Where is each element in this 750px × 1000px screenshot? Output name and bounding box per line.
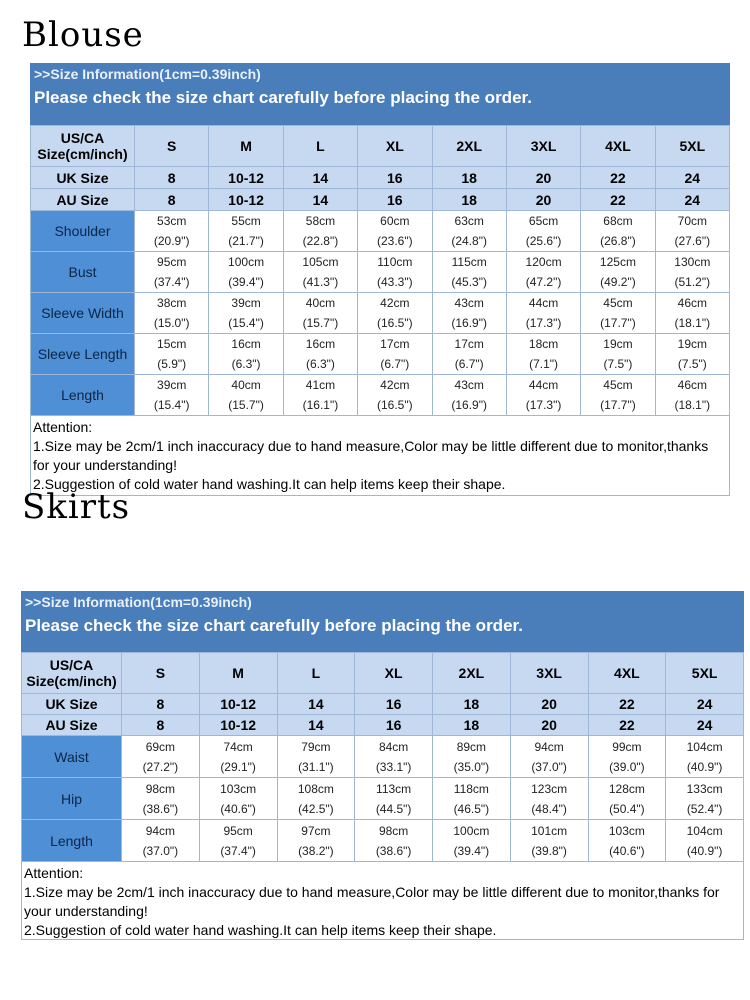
skirts-length-cell (510, 820, 588, 862)
inch-value: (7.5") (677, 357, 707, 371)
inch-value: (15.7") (302, 316, 339, 330)
inch-value: (15.4") (228, 316, 264, 330)
skirts-size-chart (21, 591, 744, 940)
skirts-length-label: Length (22, 820, 122, 862)
cm-value: 113cm (376, 781, 412, 796)
skirts-hip-row (22, 778, 744, 820)
cm-value: 44cm (528, 378, 559, 392)
skirts-uk-cell: 24 (666, 694, 744, 715)
skirts-uk-cell: 18 (433, 694, 511, 715)
blouse-sleeve-length-row (31, 334, 730, 375)
blouse-sleeve-width-cell (581, 293, 655, 334)
inch-value: (48.4") (531, 801, 567, 816)
inch-value: (37.4") (153, 275, 190, 289)
blouse-shoulder-cell (358, 211, 432, 252)
blouse-size-2xl: 2XL (432, 126, 506, 167)
cm-value: 19cm (677, 337, 707, 351)
skirts-length-row (22, 820, 744, 862)
blouse-bust-cell (358, 252, 432, 293)
skirts-uk-row (22, 694, 744, 715)
blouse-au-cell: 24 (655, 189, 729, 211)
skirts-au-row (22, 715, 744, 736)
inch-value: (45.3") (451, 275, 487, 289)
inch-value: (6.3") (231, 357, 261, 371)
blouse-sleeve-length-cell (135, 334, 209, 375)
blouse-length-cell (283, 375, 357, 416)
blouse-sleeve-width-cell (506, 293, 580, 334)
skirts-au-cell: 8 (122, 715, 200, 736)
cm-value: 16cm (305, 337, 336, 351)
cm-value: 94cm (145, 823, 176, 838)
blouse-bust-row (31, 252, 730, 293)
inch-value: (37.0") (531, 759, 567, 774)
inch-value: (39.4") (228, 275, 264, 289)
skirts-waist-cell (510, 736, 588, 778)
skirts-size-4xl: 4XL (588, 653, 666, 694)
cm-value: 38cm (157, 296, 187, 310)
inch-value: (38.6") (142, 801, 179, 816)
blouse-sleeve-length-cell (581, 334, 655, 375)
blouse-shoulder-cell (283, 211, 357, 252)
blouse-size-4xl: 4XL (581, 126, 655, 167)
blouse-length-cell (358, 375, 432, 416)
cm-value: 103cm (220, 781, 257, 796)
skirts-uk-cell: 20 (510, 694, 588, 715)
skirts-au-cell: 20 (510, 715, 588, 736)
blouse-uk-cell: 18 (432, 167, 506, 189)
inch-value: (16.5") (377, 398, 413, 412)
blouse-length-cell (506, 375, 580, 416)
cm-value: 99cm (612, 739, 642, 754)
skirts-length-cell (199, 820, 277, 862)
cm-value: 95cm (157, 255, 187, 269)
cm-value: 16cm (231, 337, 261, 351)
cm-value: 60cm (380, 214, 410, 228)
inch-value: (18.1") (674, 398, 711, 412)
cm-value: 74cm (223, 739, 253, 754)
skirts-au-cell: 14 (277, 715, 355, 736)
blouse-size-5xl: 5XL (655, 126, 729, 167)
skirts-au-cell: 24 (666, 715, 744, 736)
blouse-size-s: S (135, 126, 209, 167)
blouse-au-cell: 20 (506, 189, 580, 211)
skirts-au-cell: 16 (355, 715, 433, 736)
inch-value: (29.1") (220, 759, 256, 774)
cm-value: 104cm (686, 823, 723, 838)
inch-value: (52.4") (686, 801, 723, 816)
inch-value: (15.0") (153, 316, 190, 330)
cm-value: 118cm (453, 781, 489, 796)
skirts-uk-cell: 22 (588, 694, 666, 715)
inch-value: (33.1") (375, 759, 412, 774)
inch-value: (17.3") (525, 398, 562, 412)
cm-value: 46cm (677, 378, 707, 392)
skirts-hip-cell (355, 778, 433, 820)
cm-value: 105cm (302, 255, 339, 269)
skirts-waist-cell (666, 736, 744, 778)
inch-value: (40.9") (686, 759, 723, 774)
blouse-au-cell: 14 (283, 189, 357, 211)
cm-value: 15cm (157, 337, 187, 351)
skirts-size-5xl: 5XL (666, 653, 744, 694)
inch-value: (6.3") (305, 357, 335, 371)
skirts-size-xl: XL (355, 653, 433, 694)
cm-value: 42cm (380, 296, 410, 310)
blouse-shoulder-cell (506, 211, 580, 252)
blouse-size-info: >>Size Information(1cm=0.39inch) (34, 66, 261, 82)
blouse-length-label: Length (31, 375, 135, 416)
skirts-hip-cell (199, 778, 277, 820)
cm-value: 40cm (305, 296, 336, 310)
skirts-size-info: >>Size Information(1cm=0.39inch) (25, 594, 252, 610)
blouse-sleeve-width-cell (283, 293, 357, 334)
inch-value: (15.4") (153, 398, 190, 412)
blouse-uk-label: UK Size (31, 167, 135, 189)
cm-value: 104cm (686, 739, 723, 754)
blouse-length-cell (135, 375, 209, 416)
blouse-length-cell (432, 375, 506, 416)
blouse-size-m: M (209, 126, 283, 167)
blouse-au-label: AU Size (31, 189, 135, 211)
blouse-title: Blouse (22, 15, 144, 55)
skirts-uk-cell: 14 (277, 694, 355, 715)
cm-value: 97cm (301, 823, 331, 838)
inch-value: (21.7") (228, 234, 264, 248)
blouse-attention-note-2: 2.Suggestion of cold water hand washing.It can help items keep their shape. (33, 476, 506, 492)
skirts-size-2xl: 2XL (433, 653, 511, 694)
skirts-attention-note-1: 1.Size may be 2cm/1 inch inaccuracy due to hand measure,Color may be little different due to monitor,thanks for your understanding! (24, 884, 720, 919)
blouse-sleeve-length-cell (506, 334, 580, 375)
blouse-length-cell (209, 375, 283, 416)
cm-value: 120cm (525, 255, 562, 269)
inch-value: (6.7") (380, 357, 410, 371)
blouse-bust-cell (135, 252, 209, 293)
blouse-au-cell: 10-12 (209, 189, 283, 211)
inch-value: (27.6") (674, 234, 711, 248)
cm-value: 55cm (231, 214, 261, 228)
inch-value: (16.1") (302, 398, 339, 412)
skirts-length-cell (122, 820, 200, 862)
inch-value: (39.8") (531, 843, 567, 858)
blouse-length-cell (655, 375, 729, 416)
skirts-waist-cell (277, 736, 355, 778)
blouse-uk-cell: 8 (135, 167, 209, 189)
blouse-attention-title: Attention: (33, 419, 93, 435)
blouse-check-notice: Please check the size chart carefully before placing the order. (34, 88, 532, 107)
blouse-au-cell: 22 (581, 189, 655, 211)
inch-value: (46.5") (453, 801, 490, 816)
inch-value: (38.6") (375, 843, 412, 858)
inch-value: (17.7") (600, 398, 636, 412)
blouse-length-row (31, 375, 730, 416)
blouse-size-chart (30, 63, 730, 496)
inch-value: (50.4") (609, 801, 645, 816)
blouse-shoulder-label: Shoulder (31, 211, 135, 252)
blouse-au-cell: 18 (432, 189, 506, 211)
blouse-shoulder-cell (432, 211, 506, 252)
inch-value: (47.2") (525, 275, 562, 289)
blouse-sleeve-width-cell (655, 293, 729, 334)
skirts-hip-cell (510, 778, 588, 820)
cm-value: 79cm (301, 739, 331, 754)
cm-value: 43cm (454, 378, 484, 392)
blouse-uk-cell: 14 (283, 167, 357, 189)
skirts-header-label: US/CA Size(cm/inch) (22, 653, 122, 694)
blouse-attention (30, 416, 730, 496)
inch-value: (15.7") (228, 398, 264, 412)
cm-value: 94cm (534, 739, 564, 754)
cm-value: 46cm (677, 296, 707, 310)
cm-value: 18cm (528, 337, 559, 351)
blouse-uk-row (31, 167, 730, 189)
inch-value: (42.5") (298, 801, 334, 816)
cm-value: 40cm (231, 378, 261, 392)
inch-value: (18.1") (674, 316, 711, 330)
blouse-bust-cell (432, 252, 506, 293)
inch-value: (26.8") (600, 234, 636, 248)
cm-value: 39cm (157, 378, 187, 392)
cm-value: 45cm (603, 378, 633, 392)
inch-value: (41.3") (302, 275, 339, 289)
cm-value: 53cm (157, 214, 187, 228)
skirts-uk-label: UK Size (22, 694, 122, 715)
blouse-sleeve-length-label: Sleeve Length (31, 334, 135, 375)
skirts-au-label: AU Size (22, 715, 122, 736)
skirts-size-l: L (277, 653, 355, 694)
skirts-table (21, 652, 744, 862)
cm-value: 103cm (608, 823, 645, 838)
blouse-uk-cell: 24 (655, 167, 729, 189)
blouse-banner (30, 63, 730, 125)
skirts-uk-cell: 10-12 (199, 694, 277, 715)
inch-value: (39.4") (453, 843, 490, 858)
blouse-sleeve-length-cell (432, 334, 506, 375)
blouse-attention-note-1: 1.Size may be 2cm/1 inch inaccuracy due to hand measure,Color may be little different due to monitor,thanks for your understanding! (33, 438, 709, 473)
skirts-check-notice: Please check the size chart carefully before placing the order. (25, 616, 523, 635)
skirts-au-cell: 22 (588, 715, 666, 736)
inch-value: (43.3") (377, 275, 413, 289)
skirts-hip-cell (588, 778, 666, 820)
skirts-uk-cell: 8 (122, 694, 200, 715)
cm-value: 19cm (603, 337, 633, 351)
cm-value: 63cm (454, 214, 484, 228)
skirts-size-s: S (122, 653, 200, 694)
cm-value: 41cm (305, 378, 336, 392)
cm-value: 84cm (378, 739, 409, 754)
cm-value: 45cm (603, 296, 633, 310)
inch-value: (40.6") (220, 801, 256, 816)
cm-value: 100cm (453, 823, 490, 838)
skirts-length-cell (277, 820, 355, 862)
blouse-uk-cell: 22 (581, 167, 655, 189)
blouse-size-3xl: 3XL (506, 126, 580, 167)
blouse-length-cell (581, 375, 655, 416)
skirts-waist-row (22, 736, 744, 778)
inch-value: (44.5") (375, 801, 412, 816)
blouse-sleeve-length-cell (209, 334, 283, 375)
skirts-attention-note-2: 2.Suggestion of cold water hand washing.It can help items keep their shape. (24, 922, 497, 938)
cm-value: 130cm (674, 255, 711, 269)
skirts-waist-cell (588, 736, 666, 778)
blouse-au-row (31, 189, 730, 211)
cm-value: 65cm (528, 214, 559, 228)
skirts-hip-cell (666, 778, 744, 820)
cm-value: 95cm (223, 823, 253, 838)
inch-value: (16.9") (451, 316, 487, 330)
skirts-title: Skirts (22, 487, 131, 527)
cm-value: 115cm (451, 255, 487, 269)
inch-value: (7.5") (603, 357, 633, 371)
skirts-waist-cell (433, 736, 511, 778)
blouse-size-xl: XL (358, 126, 432, 167)
skirts-length-cell (433, 820, 511, 862)
cm-value: 68cm (603, 214, 633, 228)
skirts-waist-cell (355, 736, 433, 778)
cm-value: 125cm (599, 255, 636, 269)
inch-value: (6.7") (454, 357, 484, 371)
inch-value: (16.9") (451, 398, 487, 412)
blouse-shoulder-cell (209, 211, 283, 252)
blouse-sleeve-width-cell (209, 293, 283, 334)
blouse-sleeve-length-cell (283, 334, 357, 375)
inch-value: (24.8") (451, 234, 487, 248)
inch-value: (25.6") (525, 234, 562, 248)
skirts-hip-cell (433, 778, 511, 820)
skirts-attention (21, 862, 744, 940)
inch-value: (17.3") (525, 316, 562, 330)
inch-value: (17.7") (600, 316, 636, 330)
inch-value: (35.0") (453, 759, 490, 774)
skirts-au-cell: 18 (433, 715, 511, 736)
inch-value: (20.9") (153, 234, 190, 248)
cm-value: 70cm (677, 214, 707, 228)
blouse-sleeve-width-cell (358, 293, 432, 334)
blouse-uk-cell: 10-12 (209, 167, 283, 189)
skirts-size-m: M (199, 653, 277, 694)
blouse-au-cell: 8 (135, 189, 209, 211)
cm-value: 44cm (528, 296, 559, 310)
skirts-banner (21, 591, 744, 652)
skirts-hip-label: Hip (22, 778, 122, 820)
blouse-sleeve-width-cell (135, 293, 209, 334)
inch-value: (7.1") (529, 357, 559, 371)
blouse-uk-cell: 20 (506, 167, 580, 189)
cm-value: 100cm (228, 255, 265, 269)
skirts-length-cell (355, 820, 433, 862)
cm-value: 42cm (380, 378, 410, 392)
inch-value: (22.8") (302, 234, 339, 248)
inch-value: (40.6") (609, 843, 645, 858)
cm-value: 17cm (454, 337, 484, 351)
inch-value: (49.2") (600, 275, 636, 289)
blouse-bust-cell (506, 252, 580, 293)
inch-value: (23.6") (377, 234, 413, 248)
cm-value: 69cm (145, 739, 176, 754)
cm-value: 108cm (297, 781, 334, 796)
inch-value: (27.2") (142, 759, 179, 774)
cm-value: 110cm (377, 255, 413, 269)
inch-value: (16.5") (377, 316, 413, 330)
blouse-shoulder-cell (135, 211, 209, 252)
inch-value: (39.0") (609, 759, 645, 774)
skirts-length-cell (588, 820, 666, 862)
cm-value: 58cm (305, 214, 336, 228)
blouse-sleeve-width-cell (432, 293, 506, 334)
cm-value: 89cm (456, 739, 487, 754)
cm-value: 123cm (531, 781, 568, 796)
blouse-shoulder-cell (655, 211, 729, 252)
blouse-bust-label: Bust (31, 252, 135, 293)
skirts-uk-cell: 16 (355, 694, 433, 715)
cm-value: 128cm (608, 781, 645, 796)
blouse-sleeve-length-cell (655, 334, 729, 375)
skirts-au-cell: 10-12 (199, 715, 277, 736)
cm-value: 43cm (454, 296, 484, 310)
blouse-shoulder-cell (581, 211, 655, 252)
skirts-header-row (22, 653, 744, 694)
inch-value: (51.2") (674, 275, 711, 289)
inch-value: (5.9") (157, 357, 187, 371)
blouse-size-l: L (283, 126, 357, 167)
inch-value: (38.2") (298, 843, 334, 858)
cm-value: 101cm (531, 823, 568, 838)
skirts-hip-cell (277, 778, 355, 820)
blouse-bust-cell (655, 252, 729, 293)
blouse-au-cell: 16 (358, 189, 432, 211)
cm-value: 17cm (380, 337, 410, 351)
blouse-header-row (31, 126, 730, 167)
blouse-shoulder-row (31, 211, 730, 252)
blouse-bust-cell (209, 252, 283, 293)
skirts-attention-title: Attention: (24, 865, 84, 881)
blouse-bust-cell (283, 252, 357, 293)
blouse-table (30, 125, 730, 416)
cm-value: 133cm (686, 781, 723, 796)
skirts-size-3xl: 3XL (510, 653, 588, 694)
inch-value: (40.9") (686, 843, 723, 858)
blouse-uk-cell: 16 (358, 167, 432, 189)
skirts-waist-cell (199, 736, 277, 778)
blouse-bust-cell (581, 252, 655, 293)
blouse-sleeve-width-label: Sleeve Width (31, 293, 135, 334)
cm-value: 98cm (145, 781, 176, 796)
blouse-header-label: US/CA Size(cm/inch) (31, 126, 135, 167)
skirts-waist-cell (122, 736, 200, 778)
inch-value: (37.0") (142, 843, 179, 858)
blouse-sleeve-width-row (31, 293, 730, 334)
cm-value: 39cm (231, 296, 261, 310)
skirts-length-cell (666, 820, 744, 862)
blouse-sleeve-length-cell (358, 334, 432, 375)
inch-value: (37.4") (220, 843, 256, 858)
inch-value: (31.1") (298, 759, 334, 774)
skirts-waist-label: Waist (22, 736, 122, 778)
skirts-hip-cell (122, 778, 200, 820)
cm-value: 98cm (378, 823, 409, 838)
